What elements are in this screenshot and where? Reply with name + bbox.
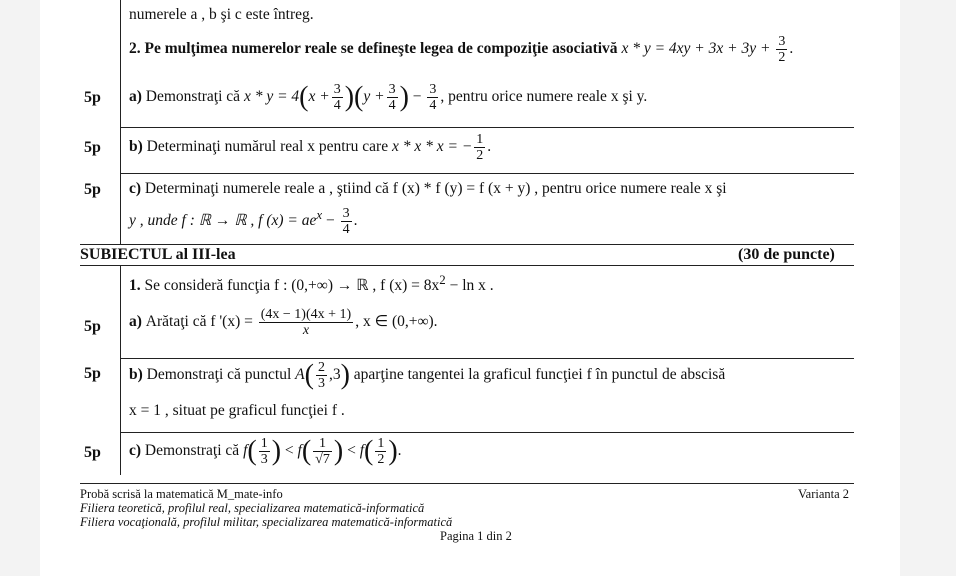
footer-line-3: Filiera vocaţională, profilul militar, specializarea matematică-informatică xyxy=(80,515,453,529)
points-3c: 5p xyxy=(84,444,101,461)
row-separator xyxy=(120,432,854,433)
row-separator xyxy=(120,173,854,174)
problem-2a: a) Demonstraţi că x * y = 4(x + $\frac{3}{4}$ )(y + $\frac{3}{4}$ ) − $\frac{3}{4}$ , pentru orice numere reale x şi y. xyxy=(129,81,648,113)
footer-line-2: Filiera teoretică, profilul real, specializarea matematică-informatică xyxy=(80,501,425,515)
problem-2c-line2: y , unde f : ℝ → ℝ , f $(x) = ae^x$ − $\frac{3}{4}$ . xyxy=(129,206,358,237)
points-3b: 5p xyxy=(84,365,101,382)
points-2b: 5p xyxy=(84,139,101,156)
footer-separator xyxy=(80,483,854,484)
subject-title: SUBIECTUL al III-lea xyxy=(80,246,236,263)
row-separator xyxy=(80,265,854,266)
problem-3a: a) Arătaţi că f '(x) = $\frac{(4x - 1)(4x + 1)}{x}$ , x ∈ (0,+∞). xyxy=(129,307,438,338)
problem-2-law: x * y = 4xy + 3x + 3y + xyxy=(621,40,775,58)
column-divider xyxy=(120,0,121,245)
problem-2-label: 2. Pe mulţimea numerelor reale se defineşte legea de compoziţie asociativă xyxy=(129,40,618,58)
problem-3c: c) Demonstraţi că f( $\frac{1}{3}$ ) < f( $\frac{1}{√7}$ ) < f( $\frac{1}{2}$ ). xyxy=(129,435,402,467)
points-2a: 5p xyxy=(84,89,101,106)
problem-3-1: 1. Se consideră funcţia f : (0,+∞) → ℝ , f $(x) = 8x^2 - \ln x$ . xyxy=(129,272,494,295)
subject-points: (30 de puncte) xyxy=(738,246,835,263)
problem-2b: b) Determinaţi numărul real x pentru care x * x * x = − $\frac{1}{2}$ . xyxy=(129,132,492,163)
row-separator xyxy=(120,127,854,128)
problem-3b-line2: x = 1 , situat pe graficul funcţiei f . xyxy=(129,402,345,419)
points-3a: 5p xyxy=(84,318,101,335)
footer-line-1: Probă scrisă la matematică M_mate-info xyxy=(80,487,283,501)
row-separator xyxy=(80,244,854,245)
footer-page-number: Pagina 1 din 2 xyxy=(440,529,512,543)
problem-3b: b) Demonstraţi că punctul A( $\frac{2}{3}$ ,3) aparţine tangentei la graficul funcţiei f în punctul de abscisă xyxy=(129,359,726,391)
law-fraction: $\frac{3}{2}$ xyxy=(778,34,786,65)
problem-2: 2. Pe mulţimea numerelor reale se defineşte legea de compoziţie asociativă x * y = 4xy + 3x + 3y + $\frac{3}{2}$ . xyxy=(129,34,794,65)
column-divider xyxy=(120,265,121,475)
row-separator xyxy=(120,358,854,359)
problem-2c: c) Determinaţi numerele reale a , ştiind că f (x) * f (y) = f (x + y) , pentru orice numere reale x şi xyxy=(129,180,727,197)
problem-1-tail: numerele a , b şi c este întreg. xyxy=(129,6,314,23)
footer-variant: Varianta 2 xyxy=(798,487,850,501)
points-2c: 5p xyxy=(84,181,101,198)
